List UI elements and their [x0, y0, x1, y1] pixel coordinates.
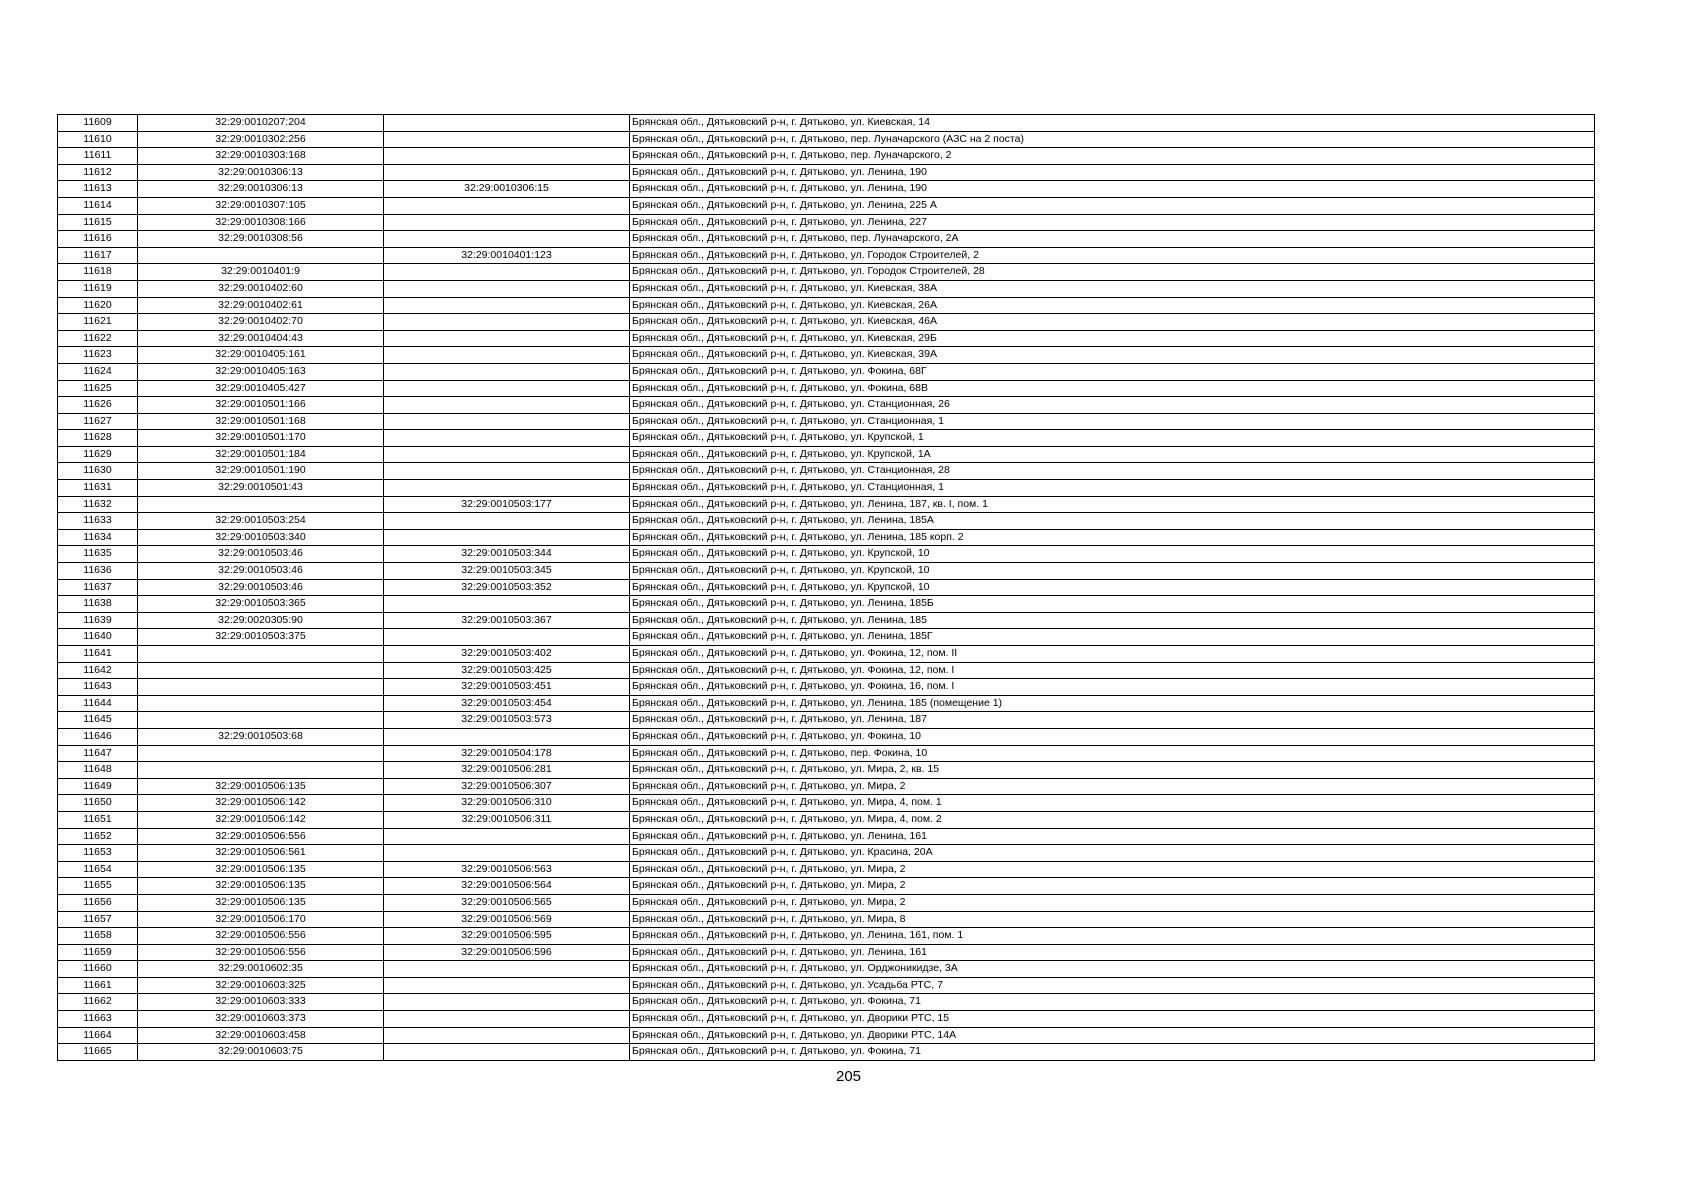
table-row [58, 413, 1595, 430]
row-number-cell: 11629 [58, 446, 138, 463]
address-cell: Брянская обл., Дятьковский р-н, г. Дятьково, ул. Фокина, 68В [630, 380, 1595, 397]
address-cell: Брянская обл., Дятьковский р-н, г. Дятьково, ул. Киевская, 26А [630, 297, 1595, 314]
object-cadastral-number-cell [384, 994, 630, 1011]
cadastral-number-cell [138, 496, 384, 513]
cadastral-number-cell: 32:29:0010501:184 [138, 446, 384, 463]
row-number-cell: 11628 [58, 430, 138, 447]
address-cell: Брянская обл., Дятьковский р-н, г. Дятьково, ул. Крупской, 1А [630, 446, 1595, 463]
address-cell: Брянская обл., Дятьковский р-н, г. Дятьково, ул. Крупской, 10 [630, 579, 1595, 596]
row-number-cell: 11644 [58, 695, 138, 712]
object-cadastral-number-cell [384, 1011, 630, 1028]
row-number-cell: 11612 [58, 164, 138, 181]
table-row [58, 131, 1595, 148]
row-number-cell: 11626 [58, 397, 138, 414]
address-cell: Брянская обл., Дятьковский р-н, г. Дятьково, ул. Красина, 20А [630, 845, 1595, 862]
table-row [58, 280, 1595, 297]
object-cadastral-number-cell [384, 214, 630, 231]
cadastral-number-cell: 32:29:0010506:135 [138, 878, 384, 895]
object-cadastral-number-cell: 32:29:0010306:15 [384, 181, 630, 198]
cadastral-number-cell: 32:29:0010503:254 [138, 513, 384, 530]
address-cell: Брянская обл., Дятьковский р-н, г. Дятьково, ул. Мира, 2 [630, 861, 1595, 878]
address-cell: Брянская обл., Дятьковский р-н, г. Дятьково, ул. Орджоникидзе, 3А [630, 961, 1595, 978]
object-cadastral-number-cell [384, 330, 630, 347]
row-number-cell: 11661 [58, 977, 138, 994]
row-number-cell: 11647 [58, 745, 138, 762]
address-cell: Брянская обл., Дятьковский р-н, г. Дятьково, ул. Ленина, 187 [630, 712, 1595, 729]
address-cell: Брянская обл., Дятьковский р-н, г. Дятьково, ул. Мира, 8 [630, 911, 1595, 928]
object-cadastral-number-cell: 32:29:0010506:596 [384, 944, 630, 961]
address-cell: Брянская обл., Дятьковский р-н, г. Дятьково, ул. Киевская, 39А [630, 347, 1595, 364]
row-number-cell: 11611 [58, 148, 138, 165]
page-number: 205 [835, 1068, 862, 1085]
object-cadastral-number-cell [384, 413, 630, 430]
table-row [58, 828, 1595, 845]
table-row [58, 662, 1595, 679]
cadastral-number-cell: 32:29:0010503:340 [138, 529, 384, 546]
table-row [58, 712, 1595, 729]
object-cadastral-number-cell: 32:29:0010401:123 [384, 247, 630, 264]
cadastral-number-cell: 32:29:0010603:325 [138, 977, 384, 994]
cadastral-number-cell: 32:29:0010501:170 [138, 430, 384, 447]
row-number-cell: 11659 [58, 944, 138, 961]
address-cell: Брянская обл., Дятьковский р-н, г. Дятьково, ул. Городок Строителей, 28 [630, 264, 1595, 281]
row-number-cell: 11655 [58, 878, 138, 895]
cadastral-number-cell [138, 695, 384, 712]
object-cadastral-number-cell [384, 629, 630, 646]
address-cell: Брянская обл., Дятьковский р-н, г. Дятьково, ул. Станционная, 28 [630, 463, 1595, 480]
cadastral-number-cell: 32:29:0010506:556 [138, 944, 384, 961]
object-cadastral-number-cell [384, 828, 630, 845]
object-cadastral-number-cell: 32:29:0010506:310 [384, 795, 630, 812]
row-number-cell: 11650 [58, 795, 138, 812]
object-cadastral-number-cell: 32:29:0010506:595 [384, 928, 630, 945]
cadastral-number-cell: 32:29:0010603:458 [138, 1027, 384, 1044]
cadastral-number-cell: 32:29:0010506:135 [138, 894, 384, 911]
row-number-cell: 11633 [58, 513, 138, 530]
object-cadastral-number-cell: 32:29:0010503:177 [384, 496, 630, 513]
object-cadastral-number-cell [384, 480, 630, 497]
row-number-cell: 11632 [58, 496, 138, 513]
table-row [58, 728, 1595, 745]
object-cadastral-number-cell: 32:29:0010506:569 [384, 911, 630, 928]
cadastral-number-cell: 32:29:0010501:168 [138, 413, 384, 430]
row-number-cell: 11619 [58, 280, 138, 297]
table-row [58, 563, 1595, 580]
object-cadastral-number-cell [384, 529, 630, 546]
address-cell: Брянская обл., Дятьковский р-н, г. Дятьково, ул. Киевская, 14 [630, 115, 1595, 132]
table-row [58, 778, 1595, 795]
cadastral-number-cell: 32:29:0010506:556 [138, 928, 384, 945]
address-cell: Брянская обл., Дятьковский р-н, г. Дятьково, ул. Усадьба РТС, 7 [630, 977, 1595, 994]
row-number-cell: 11653 [58, 845, 138, 862]
row-number-cell: 11648 [58, 762, 138, 779]
row-number-cell: 11625 [58, 380, 138, 397]
row-number-cell: 11620 [58, 297, 138, 314]
row-number-cell: 11640 [58, 629, 138, 646]
address-cell: Брянская обл., Дятьковский р-н, г. Дятьково, ул. Фокина, 12, пом. II [630, 646, 1595, 663]
table-row [58, 612, 1595, 629]
object-cadastral-number-cell [384, 397, 630, 414]
cadastral-number-cell [138, 646, 384, 663]
table-row [58, 181, 1595, 198]
address-cell: Брянская обл., Дятьковский р-н, г. Дятьково, ул. Крупской, 10 [630, 546, 1595, 563]
cadastral-number-cell: 32:29:0010503:365 [138, 596, 384, 613]
object-cadastral-number-cell: 32:29:0010503:367 [384, 612, 630, 629]
cadastral-number-cell: 32:29:0010405:427 [138, 380, 384, 397]
cadastral-number-cell: 32:29:0010506:561 [138, 845, 384, 862]
row-number-cell: 11649 [58, 778, 138, 795]
object-cadastral-number-cell [384, 231, 630, 248]
cadastral-number-cell [138, 745, 384, 762]
object-cadastral-number-cell [384, 446, 630, 463]
row-number-cell: 11623 [58, 347, 138, 364]
row-number-cell: 11656 [58, 894, 138, 911]
table-row [58, 164, 1595, 181]
object-cadastral-number-cell: 32:29:0010506:565 [384, 894, 630, 911]
cadastral-number-cell: 32:29:0010602:35 [138, 961, 384, 978]
address-cell: Брянская обл., Дятьковский р-н, г. Дятьково, ул. Фокина, 71 [630, 1044, 1595, 1061]
row-number-cell: 11630 [58, 463, 138, 480]
row-number-cell: 11643 [58, 679, 138, 696]
address-cell: Брянская обл., Дятьковский р-н, г. Дятьково, ул. Фокина, 16, пом. I [630, 679, 1595, 696]
address-cell: Брянская обл., Дятьковский р-н, г. Дятьково, ул. Мира, 2 [630, 878, 1595, 895]
table-row [58, 446, 1595, 463]
object-cadastral-number-cell [384, 148, 630, 165]
address-cell: Брянская обл., Дятьковский р-н, г. Дятьково, ул. Ленина, 185Г [630, 629, 1595, 646]
row-number-cell: 11621 [58, 314, 138, 331]
table-row [58, 148, 1595, 165]
cadastral-number-cell: 32:29:0010402:70 [138, 314, 384, 331]
object-cadastral-number-cell [384, 977, 630, 994]
address-cell: Брянская обл., Дятьковский р-н, г. Дятьково, ул. Дворики РТС, 14А [630, 1027, 1595, 1044]
object-cadastral-number-cell [384, 430, 630, 447]
address-cell: Брянская обл., Дятьковский р-н, г. Дятьково, ул. Ленина, 161 [630, 944, 1595, 961]
table-row [58, 878, 1595, 895]
object-cadastral-number-cell [384, 596, 630, 613]
cadastral-number-cell: 32:29:0010401:9 [138, 264, 384, 281]
table-row [58, 330, 1595, 347]
cadastral-number-cell: 32:29:0010603:75 [138, 1044, 384, 1061]
table-row [58, 1011, 1595, 1028]
row-number-cell: 11646 [58, 728, 138, 745]
table-row [58, 115, 1595, 132]
object-cadastral-number-cell [384, 164, 630, 181]
address-cell: Брянская обл., Дятьковский р-н, г. Дятьково, ул. Фокина, 68Г [630, 363, 1595, 380]
object-cadastral-number-cell [384, 347, 630, 364]
object-cadastral-number-cell [384, 115, 630, 132]
table-row [58, 961, 1595, 978]
cadastral-number-cell: 32:29:0010402:61 [138, 297, 384, 314]
table-row [58, 397, 1595, 414]
object-cadastral-number-cell: 32:29:0010504:178 [384, 745, 630, 762]
table-row [58, 811, 1595, 828]
object-cadastral-number-cell: 32:29:0010503:402 [384, 646, 630, 663]
object-cadastral-number-cell [384, 1044, 630, 1061]
table-row [58, 861, 1595, 878]
table-row [58, 1044, 1595, 1061]
row-number-cell: 11616 [58, 231, 138, 248]
address-cell: Брянская обл., Дятьковский р-н, г. Дятьково, пер. Луначарского, 2А [630, 231, 1595, 248]
row-number-cell: 11660 [58, 961, 138, 978]
object-cadastral-number-cell: 32:29:0010503:345 [384, 563, 630, 580]
row-number-cell: 11651 [58, 811, 138, 828]
table-row [58, 529, 1595, 546]
address-cell: Брянская обл., Дятьковский р-н, г. Дятьково, ул. Станционная, 1 [630, 413, 1595, 430]
table-row [58, 629, 1595, 646]
cadastral-number-cell: 32:29:0010307:105 [138, 197, 384, 214]
row-number-cell: 11634 [58, 529, 138, 546]
cadastral-number-cell: 32:29:0010302:256 [138, 131, 384, 148]
address-cell: Брянская обл., Дятьковский р-н, г. Дятьково, ул. Киевская, 46А [630, 314, 1595, 331]
address-cell: Брянская обл., Дятьковский р-н, г. Дятьково, ул. Ленина, 161 [630, 828, 1595, 845]
table-row [58, 845, 1595, 862]
cadastral-number-cell: 32:29:0010506:556 [138, 828, 384, 845]
row-number-cell: 11639 [58, 612, 138, 629]
table-row [58, 745, 1595, 762]
row-number-cell: 11654 [58, 861, 138, 878]
object-cadastral-number-cell: 32:29:0010503:344 [384, 546, 630, 563]
cadastral-number-cell: 32:29:0010506:142 [138, 795, 384, 812]
row-number-cell: 11613 [58, 181, 138, 198]
table-row [58, 231, 1595, 248]
row-number-cell: 11631 [58, 480, 138, 497]
address-cell: Брянская обл., Дятьковский р-н, г. Дятьково, ул. Городок Строителей, 2 [630, 247, 1595, 264]
object-cadastral-number-cell [384, 314, 630, 331]
address-cell: Брянская обл., Дятьковский р-н, г. Дятьково, ул. Крупской, 10 [630, 563, 1595, 580]
object-cadastral-number-cell [384, 297, 630, 314]
object-cadastral-number-cell: 32:29:0010503:425 [384, 662, 630, 679]
address-cell: Брянская обл., Дятьковский р-н, г. Дятьково, ул. Ленина, 190 [630, 181, 1595, 198]
object-cadastral-number-cell [384, 961, 630, 978]
row-number-cell: 11622 [58, 330, 138, 347]
address-cell: Брянская обл., Дятьковский р-н, г. Дятьково, пер. Луначарского (АЗС на 2 поста) [630, 131, 1595, 148]
object-cadastral-number-cell [384, 463, 630, 480]
cadastral-number-cell: 32:29:0010503:46 [138, 546, 384, 563]
table-row [58, 894, 1595, 911]
object-cadastral-number-cell [384, 264, 630, 281]
table-row [58, 480, 1595, 497]
address-cell: Брянская обл., Дятьковский р-н, г. Дятьково, ул. Ленина, 187, кв. I, пом. 1 [630, 496, 1595, 513]
row-number-cell: 11657 [58, 911, 138, 928]
table-row [58, 546, 1595, 563]
object-cadastral-number-cell: 32:29:0010506:307 [384, 778, 630, 795]
row-number-cell: 11664 [58, 1027, 138, 1044]
table-row [58, 928, 1595, 945]
row-number-cell: 11665 [58, 1044, 138, 1061]
table-row [58, 596, 1595, 613]
object-cadastral-number-cell [384, 280, 630, 297]
cadastral-number-cell: 32:29:0010303:168 [138, 148, 384, 165]
object-cadastral-number-cell: 32:29:0010506:311 [384, 811, 630, 828]
table-row [58, 247, 1595, 264]
table-row [58, 911, 1595, 928]
object-cadastral-number-cell [384, 845, 630, 862]
address-cell: Брянская обл., Дятьковский р-н, г. Дятьково, ул. Ленина, 185 [630, 612, 1595, 629]
cadastral-number-cell: 32:29:0020305:90 [138, 612, 384, 629]
table-row [58, 380, 1595, 397]
object-cadastral-number-cell: 32:29:0010506:281 [384, 762, 630, 779]
object-cadastral-number-cell [384, 513, 630, 530]
cadastral-number-cell [138, 662, 384, 679]
cadastral-number-cell [138, 712, 384, 729]
table-row [58, 579, 1595, 596]
object-cadastral-number-cell: 32:29:0010503:352 [384, 579, 630, 596]
cadastral-number-cell: 32:29:0010207:204 [138, 115, 384, 132]
address-cell: Брянская обл., Дятьковский р-н, г. Дятьково, ул. Ленина, 185 (помещение 1) [630, 695, 1595, 712]
row-number-cell: 11638 [58, 596, 138, 613]
row-number-cell: 11617 [58, 247, 138, 264]
cadastral-number-cell: 32:29:0010506:135 [138, 778, 384, 795]
object-cadastral-number-cell: 32:29:0010506:564 [384, 878, 630, 895]
object-cadastral-number-cell: 32:29:0010503:451 [384, 679, 630, 696]
cadastral-number-cell: 32:29:0010503:46 [138, 563, 384, 580]
table-row [58, 1027, 1595, 1044]
cadastral-number-cell: 32:29:0010402:60 [138, 280, 384, 297]
address-cell: Брянская обл., Дятьковский р-н, г. Дятьково, ул. Ленина, 225 А [630, 197, 1595, 214]
cadastral-number-cell: 32:29:0010603:373 [138, 1011, 384, 1028]
object-cadastral-number-cell [384, 131, 630, 148]
cadastral-number-cell: 32:29:0010503:46 [138, 579, 384, 596]
table-row [58, 646, 1595, 663]
address-cell: Брянская обл., Дятьковский р-н, г. Дятьково, ул. Ленина, 161, пом. 1 [630, 928, 1595, 945]
row-number-cell: 11610 [58, 131, 138, 148]
table-row [58, 795, 1595, 812]
row-number-cell: 11615 [58, 214, 138, 231]
row-number-cell: 11618 [58, 264, 138, 281]
cadastral-number-cell: 32:29:0010506:170 [138, 911, 384, 928]
row-number-cell: 11614 [58, 197, 138, 214]
cadastral-number-cell: 32:29:0010306:13 [138, 164, 384, 181]
property-registry-table [57, 114, 1595, 1061]
row-number-cell: 11645 [58, 712, 138, 729]
row-number-cell: 11627 [58, 413, 138, 430]
address-cell: Брянская обл., Дятьковский р-н, г. Дятьково, пер. Фокина, 10 [630, 745, 1595, 762]
address-cell: Брянская обл., Дятьковский р-н, г. Дятьково, ул. Ленина, 227 [630, 214, 1595, 231]
row-number-cell: 11624 [58, 363, 138, 380]
cadastral-number-cell: 32:29:0010308:56 [138, 231, 384, 248]
table-row [58, 513, 1595, 530]
object-cadastral-number-cell [384, 728, 630, 745]
row-number-cell: 11662 [58, 994, 138, 1011]
row-number-cell: 11637 [58, 579, 138, 596]
table-row [58, 214, 1595, 231]
row-number-cell: 11652 [58, 828, 138, 845]
table-row [58, 994, 1595, 1011]
table-row [58, 314, 1595, 331]
cadastral-number-cell [138, 679, 384, 696]
address-cell: Брянская обл., Дятьковский р-н, г. Дятьково, ул. Мира, 2, кв. 15 [630, 762, 1595, 779]
row-number-cell: 11609 [58, 115, 138, 132]
address-cell: Брянская обл., Дятьковский р-н, г. Дятьково, ул. Киевская, 29Б [630, 330, 1595, 347]
address-cell: Брянская обл., Дятьковский р-н, г. Дятьково, пер. Луначарского, 2 [630, 148, 1595, 165]
row-number-cell: 11635 [58, 546, 138, 563]
cadastral-number-cell: 32:29:0010501:43 [138, 480, 384, 497]
cadastral-number-cell: 32:29:0010501:166 [138, 397, 384, 414]
address-cell: Брянская обл., Дятьковский р-н, г. Дятьково, ул. Мира, 2 [630, 778, 1595, 795]
cadastral-number-cell: 32:29:0010503:68 [138, 728, 384, 745]
cadastral-number-cell: 32:29:0010404:43 [138, 330, 384, 347]
object-cadastral-number-cell: 32:29:0010503:573 [384, 712, 630, 729]
table-row [58, 264, 1595, 281]
object-cadastral-number-cell [384, 380, 630, 397]
table-row [58, 762, 1595, 779]
table-row [58, 347, 1595, 364]
cadastral-number-cell [138, 247, 384, 264]
cadastral-number-cell: 32:29:0010306:13 [138, 181, 384, 198]
cadastral-number-cell: 32:29:0010501:190 [138, 463, 384, 480]
table-row [58, 430, 1595, 447]
table-row [58, 944, 1595, 961]
table-row [58, 496, 1595, 513]
row-number-cell: 11642 [58, 662, 138, 679]
row-number-cell: 11641 [58, 646, 138, 663]
cadastral-number-cell: 32:29:0010506:142 [138, 811, 384, 828]
address-cell: Брянская обл., Дятьковский р-н, г. Дятьково, ул. Ленина, 185Б [630, 596, 1595, 613]
address-cell: Брянская обл., Дятьковский р-н, г. Дятьково, ул. Киевская, 38А [630, 280, 1595, 297]
cadastral-number-cell: 32:29:0010405:163 [138, 363, 384, 380]
object-cadastral-number-cell [384, 1027, 630, 1044]
address-cell: Брянская обл., Дятьковский р-н, г. Дятьково, ул. Крупской, 1 [630, 430, 1595, 447]
address-cell: Брянская обл., Дятьковский р-н, г. Дятьково, ул. Мира, 4, пом. 2 [630, 811, 1595, 828]
table-row [58, 363, 1595, 380]
cadastral-number-cell: 32:29:0010405:161 [138, 347, 384, 364]
registry-table-body [58, 115, 1595, 1061]
address-cell: Брянская обл., Дятьковский р-н, г. Дятьково, ул. Фокина, 71 [630, 994, 1595, 1011]
object-cadastral-number-cell [384, 197, 630, 214]
address-cell: Брянская обл., Дятьковский р-н, г. Дятьково, ул. Ленина, 185 корп. 2 [630, 529, 1595, 546]
object-cadastral-number-cell [384, 363, 630, 380]
address-cell: Брянская обл., Дятьковский р-н, г. Дятьково, ул. Станционная, 26 [630, 397, 1595, 414]
table-row [58, 679, 1595, 696]
address-cell: Брянская обл., Дятьковский р-н, г. Дятьково, ул. Станционная, 1 [630, 480, 1595, 497]
address-cell: Брянская обл., Дятьковский р-н, г. Дятьково, ул. Ленина, 190 [630, 164, 1595, 181]
address-cell: Брянская обл., Дятьковский р-н, г. Дятьково, ул. Мира, 2 [630, 894, 1595, 911]
row-number-cell: 11658 [58, 928, 138, 945]
address-cell: Брянская обл., Дятьковский р-н, г. Дятьково, ул. Фокина, 10 [630, 728, 1595, 745]
cadastral-number-cell: 32:29:0010503:375 [138, 629, 384, 646]
cadastral-number-cell: 32:29:0010308:166 [138, 214, 384, 231]
cadastral-number-cell [138, 762, 384, 779]
row-number-cell: 11636 [58, 563, 138, 580]
address-cell: Брянская обл., Дятьковский р-н, г. Дятьково, ул. Дворики РТС, 15 [630, 1011, 1595, 1028]
table-row [58, 197, 1595, 214]
cadastral-number-cell: 32:29:0010603:333 [138, 994, 384, 1011]
object-cadastral-number-cell: 32:29:0010503:454 [384, 695, 630, 712]
table-row [58, 977, 1595, 994]
cadastral-number-cell: 32:29:0010506:135 [138, 861, 384, 878]
table-row [58, 695, 1595, 712]
table-row [58, 297, 1595, 314]
object-cadastral-number-cell: 32:29:0010506:563 [384, 861, 630, 878]
address-cell: Брянская обл., Дятьковский р-н, г. Дятьково, ул. Мира, 4, пом. 1 [630, 795, 1595, 812]
address-cell: Брянская обл., Дятьковский р-н, г. Дятьково, ул. Ленина, 185А [630, 513, 1595, 530]
address-cell: Брянская обл., Дятьковский р-н, г. Дятьково, ул. Фокина, 12, пом. I [630, 662, 1595, 679]
row-number-cell: 11663 [58, 1011, 138, 1028]
table-row [58, 463, 1595, 480]
